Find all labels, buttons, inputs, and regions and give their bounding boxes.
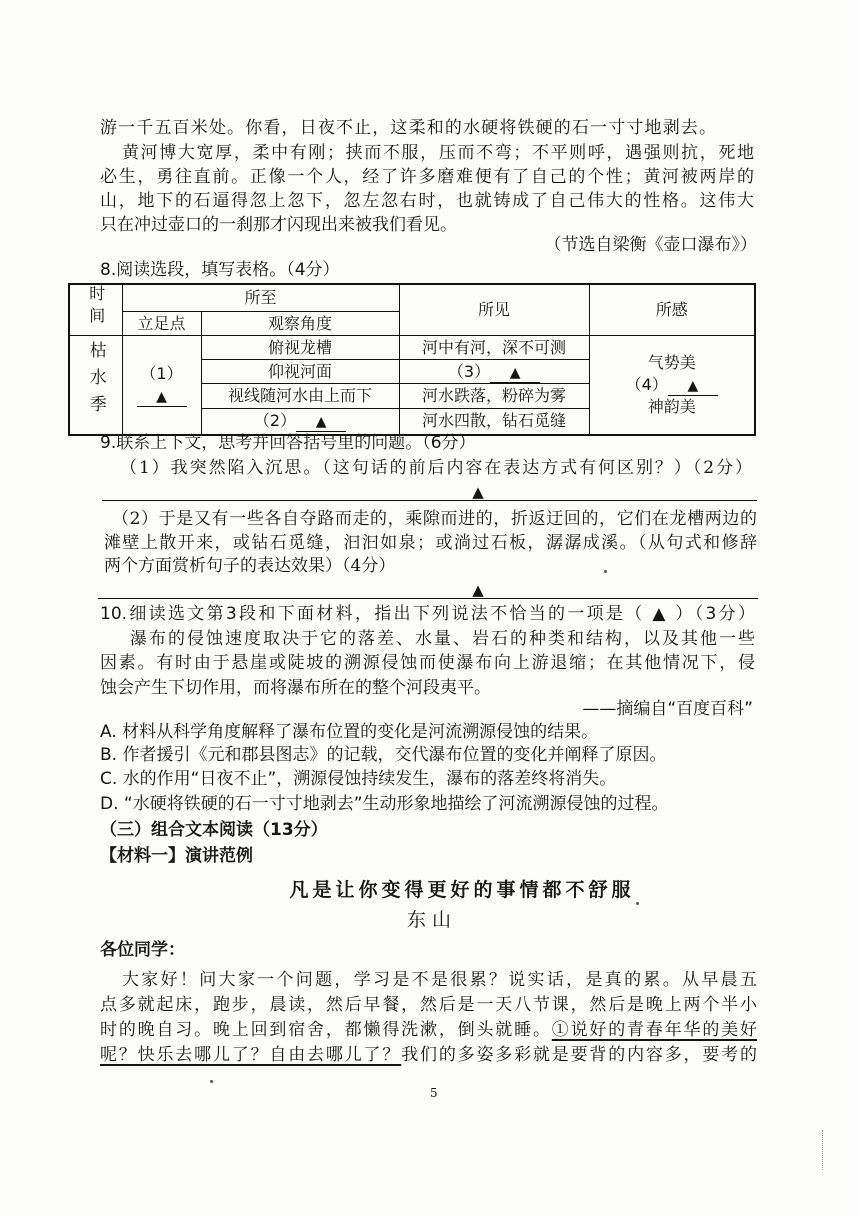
answer-mark: ▲ [472,483,484,501]
section-heading: （三）组合文本阅读（13分） [100,820,328,840]
speech-line: 大家好！问大家一个问题，学习是不是很累？说实话，是真的累。从早晨五 [122,970,757,990]
speech-line [100,1044,757,1066]
q9-prompt: 9.联系上下文，思考并回答括号里的问题。（6分） [100,433,476,453]
q8-table [68,283,756,436]
q10-material-line: 蚀会产生下切作用，而将瀑布所在的整个河段夷平。 [100,678,491,698]
speech-text: 时的晚自习。晚上回到宿舍，都懒得洗漱，倒头就睡。 [100,1020,552,1040]
season-label: 枯水季 [85,341,106,423]
feel-label: （4） [625,374,668,394]
q10-material-source: ——摘编自“百度百科” [582,699,753,719]
q9-sub2-line: （2）于是又有一些各自夺路而走的，乘隙而进的，折返迂回的，它们在龙槽两边的 [112,509,757,529]
seen-cell [399,360,589,384]
seen-label: （3） [447,361,491,381]
passage-line: 山，地下的石逼得忽上忽下，忽左忽右时，也就铸成了自己伟大的性格。这伟大 [100,191,754,211]
header-feel: 所感 [589,284,755,336]
header-reach: 所至 [122,284,399,312]
q10-option-b: B. 作者援引《元和郡县图志》的记载，交代瀑布位置的变化并阐释了原因。 [100,745,667,765]
q10-option-d: D. “水硬将铁硬的石一寸寸地剥去”生动形象地描绘了河流溯源侵蚀的过程。 [100,794,669,814]
speech-line: 点多就起床，跑步，晨读，然后早餐，然后是一天八节课，然后是晚上两个半小 [100,995,757,1015]
page-number: 5 [430,1086,438,1100]
seen-cell: 河水跌落，粉碎为雾 [399,384,589,409]
underlined-sentence: ①说好的青春年华的美好 [551,1020,758,1040]
passage-line: 黄河博大宽厚，柔中有刚；挟而不服，压而不弯；不平则呼，遇强则抗，死地 [122,143,754,163]
q10-material-line: 因素。有时由于悬崖或陡坡的溯源侵蚀而使瀑布向上游退缩；在其他情况下，侵 [100,653,755,673]
header-seen: 所见 [399,284,589,336]
q8-prompt: 8.阅读选段，填写表格。（4分） [100,260,340,280]
scan-edge-mark [822,1130,823,1170]
speech-text: 我们的多姿多彩就是要背的内容多，要考的 [401,1045,758,1065]
feel-line: 气势美 [647,352,696,372]
angle-cell: 仰视河面 [201,360,399,384]
q10-prompt: 10.细读选文第3段和下面材料，指出下列说法不恰当的一项是（ ▲ ）（3分） [100,604,755,624]
foothold-label: （1） [140,363,183,383]
q10-option-c: C. 水的作用“日夜不止”，溯源侵蚀持续发生，瀑布的落差终将消失。 [100,769,617,789]
scan-speck [210,1080,213,1083]
q9-sub2-line: 两个方面赏析句子的表达效果）（4分） [104,556,396,576]
angle-cell: 俯视龙槽 [201,336,399,360]
answer-blank: ▲ [490,364,540,383]
answer-line [102,500,757,501]
header-foothold: 立足点 [122,312,201,336]
angle-label: （2） [253,411,297,431]
q10-material-line: 瀑布的侵蚀速度取决于它的落差、水量、岩石的种类和结构，以及其他一些 [130,629,755,649]
answer-blank: ▲ [668,377,718,396]
passage-line: 必生，勇往直前。正像一个人，经了许多磨难便有了自己的个性；黄河被两岸的 [100,167,754,187]
salutation: 各位同学： [100,940,185,960]
answer-mark: ▲ [472,581,484,599]
answer-blank: ▲ [296,413,346,432]
q9-sub2-line: 滩壁上散开来，或钻石觅缝，汩汩如泉；或淌过石板，潺潺成溪。（从句式和修辞 [104,533,757,553]
scan-speck [636,902,639,905]
speech-title: 凡是让你变得更好的事情都不舒服 [289,879,635,901]
foothold-cell [122,336,201,435]
seen-cell: 河水四散，钻石觅缝 [399,409,589,435]
feel-cell [589,336,755,435]
angle-cell [201,409,399,435]
answer-blank: ▲ [137,388,187,407]
header-angle: 观察角度 [201,312,399,336]
header-time-label: 时间 [86,285,106,329]
scan-speck [604,570,607,573]
speech-line [100,1019,757,1041]
underlined-sentence: 呢？快乐去哪儿了？自由去哪儿了？ [100,1045,402,1065]
header-time [69,284,122,336]
answer-line [98,598,758,599]
passage-line: 游一千五百米处。你看，日夜不止，这柔和的水硬将铁硬的石一寸寸地剥去。 [100,118,716,138]
feel-line: 神韵美 [647,396,696,416]
q9-sub1: （1）我突然陷入沉思。（这句话的前后内容在表达方式有何区别？）（2分） [120,458,752,478]
angle-cell: 视线随河水由上而下 [201,384,399,409]
seen-cell: 河中有河，深不可测 [399,336,589,360]
passage-line: 只在冲过壶口的一刹那才闪现出来被我们看见。 [100,215,457,235]
material-label: 【材料一】演讲范例 [100,846,253,866]
q10-option-a: A. 材料从科学角度解释了瀑布位置的变化是河流溯源侵蚀的结果。 [100,722,599,742]
passage-source: （节选自梁衡《壶口瀑布》） [544,235,757,255]
season-cell [69,336,122,435]
speech-author: 东山 [406,909,457,931]
